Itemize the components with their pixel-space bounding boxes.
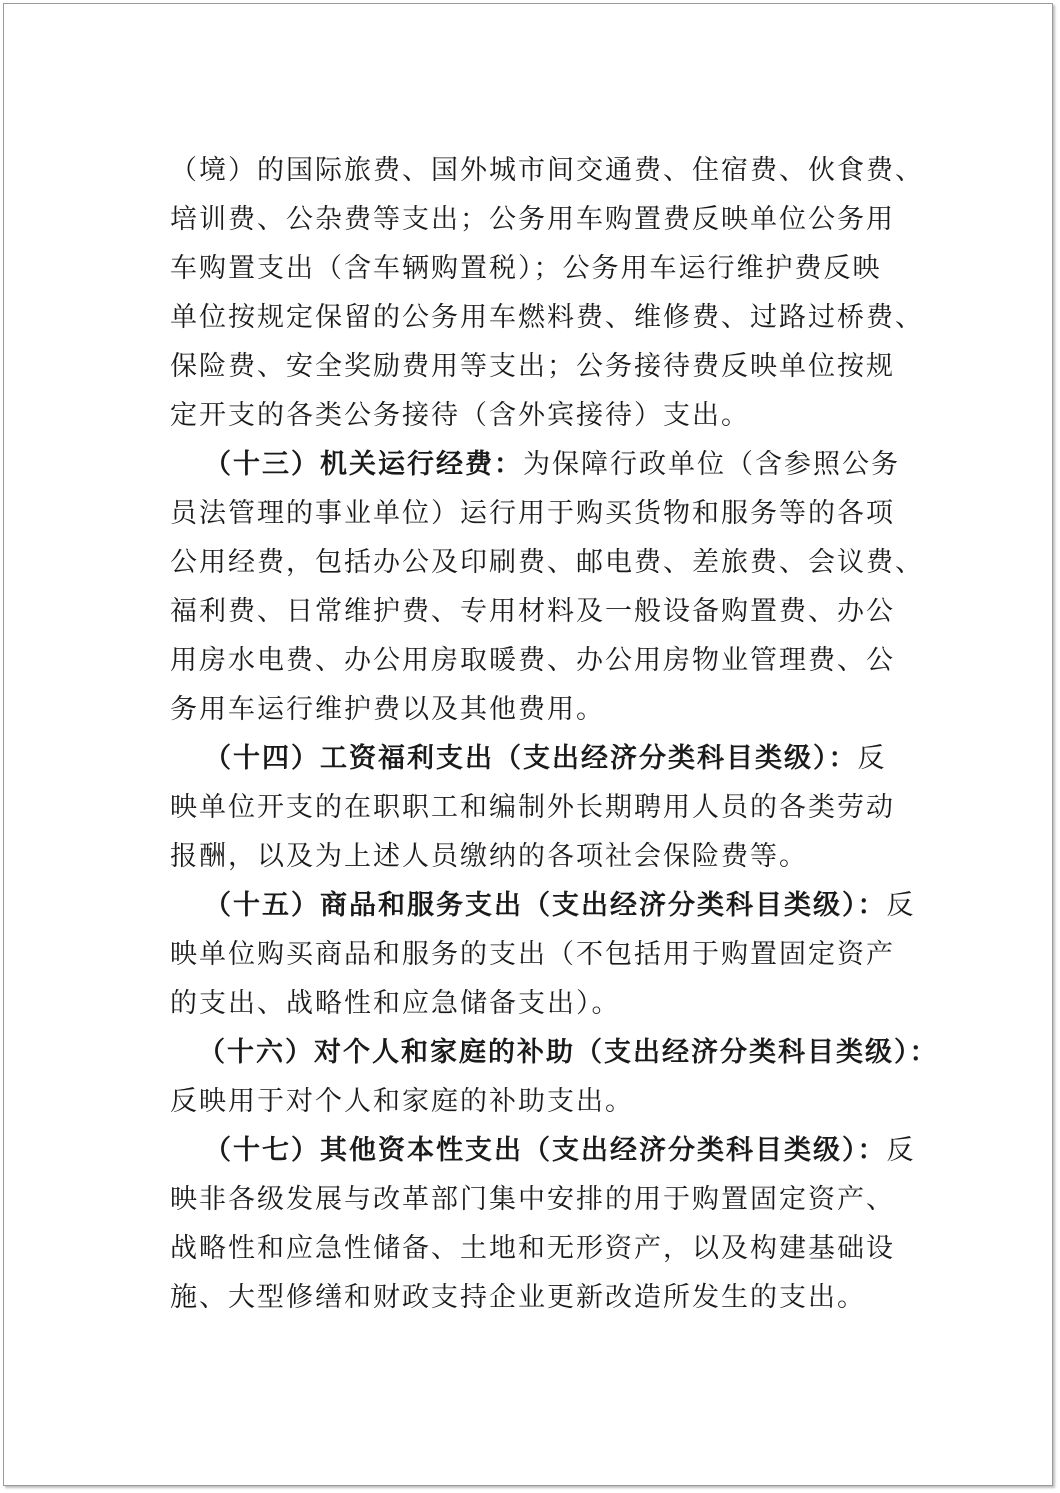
- text-line: 定开支的各类公务接待（含外宾接待）支出。: [170, 400, 750, 431]
- text-line: 战略性和应急性储备、土地和无形资产，以及构建基础设: [170, 1233, 895, 1264]
- text-line: 保险费、安全奖励费用等支出；公务接待费反映单位按规: [170, 351, 895, 382]
- heading-lead: （十六）对个人和家庭的补助（支出经济分类科目类级）：: [198, 1037, 939, 1068]
- document-page: [3, 3, 1053, 1486]
- text-line: 的支出、战略性和应急储备支出）。: [170, 988, 621, 1019]
- heading-lead: （十三）机关运行经费：: [204, 449, 523, 480]
- text-line: 单位按规定保留的公务用车燃料费、维修费、过路过桥费、: [170, 302, 924, 333]
- section-heading-15: [170, 881, 930, 930]
- heading-lead: （十五）商品和服务支出（支出经济分类科目类级）：: [204, 890, 887, 921]
- text-line: 福利费、日常维护费、专用材料及一般设备购置费、办公: [170, 596, 895, 627]
- text-line: 务用车运行维护费以及其他费用。: [170, 694, 605, 725]
- text-line: 车购置支出（含车辆购置税）；公务用车运行维护费反映: [170, 253, 882, 284]
- text-line: 公用经费，包括办公及印刷费、邮电费、差旅费、会议费、: [170, 547, 924, 578]
- section-heading-17: [170, 1126, 930, 1175]
- heading-rest: 反: [886, 890, 916, 921]
- text-line: 映单位购买商品和服务的支出（不包括用于购置固定资产: [170, 939, 895, 970]
- text-line: 反映用于对个人和家庭的补助支出。: [170, 1086, 634, 1117]
- section-heading-16: [170, 1028, 939, 1077]
- text-line: 映非各级发展与改革部门集中安排的用于购置固定资产、: [170, 1184, 895, 1215]
- text-line: 培训费、公杂费等支出；公务用车购置费反映单位公务用: [170, 204, 895, 235]
- section-heading-13: [170, 440, 930, 489]
- heading-rest: 反: [886, 1135, 916, 1166]
- text-line: 用房水电费、办公用房取暖费、办公用房物业管理费、公: [170, 645, 895, 676]
- text-line: （境）的国际旅费、国外城市间交通费、住宿费、伙食费、: [170, 155, 924, 186]
- heading-lead: （十四）工资福利支出（支出经济分类科目类级）：: [204, 743, 858, 774]
- text-line: 报酬，以及为上述人员缴纳的各项社会保险费等。: [170, 841, 808, 872]
- section-heading-14: [170, 734, 930, 783]
- heading-rest: 为保障行政单位（含参照公务: [523, 449, 900, 480]
- document-body: [170, 146, 939, 1322]
- text-line: 员法管理的事业单位）运行用于购买货物和服务等的各项: [170, 498, 895, 529]
- text-line: 映单位开支的在职职工和编制外长期聘用人员的各类劳动: [170, 792, 895, 823]
- heading-lead: （十七）其他资本性支出（支出经济分类科目类级）：: [204, 1135, 887, 1166]
- heading-rest: 反: [857, 743, 887, 774]
- text-line: 施、大型修缮和财政支持企业更新改造所发生的支出。: [170, 1282, 866, 1313]
